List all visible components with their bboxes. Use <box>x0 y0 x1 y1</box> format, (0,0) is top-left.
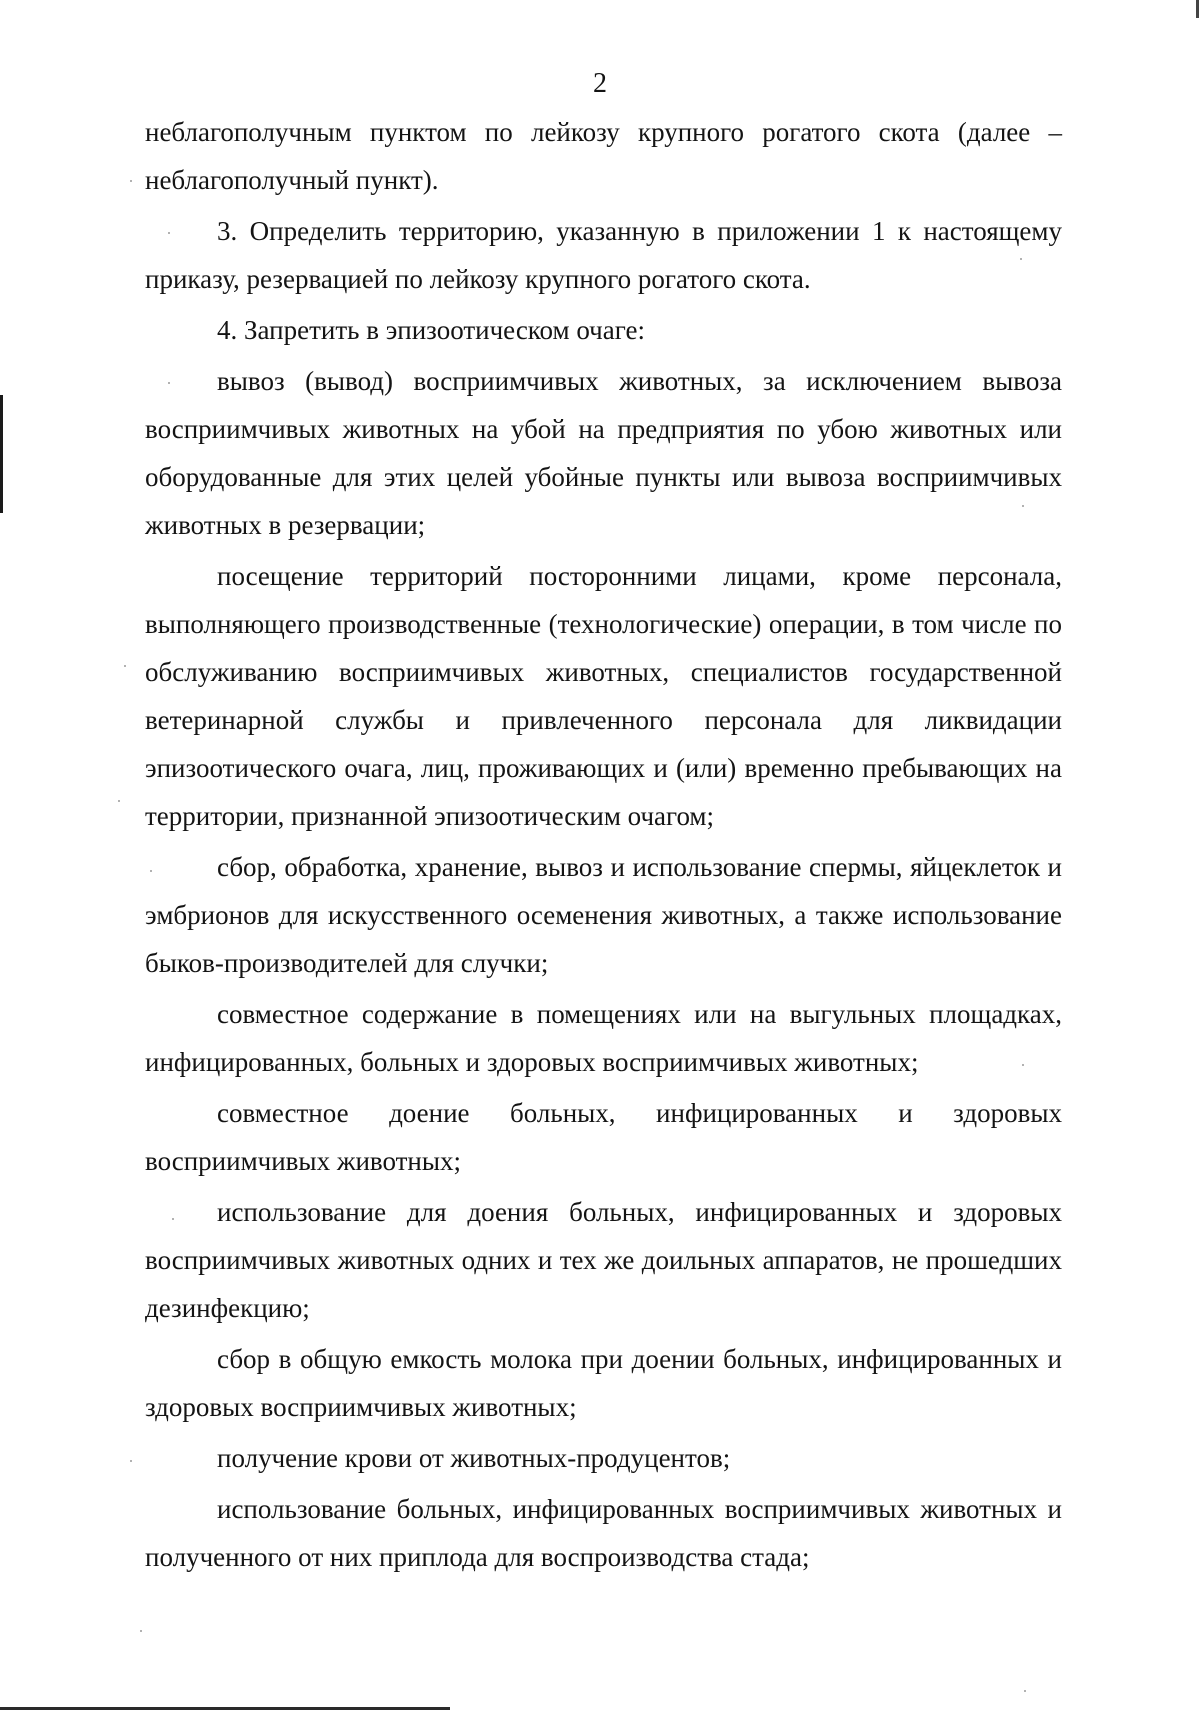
prohibition-reproduction: использование больных, инфицированных восприимчивых животных и полученного от них приплода для воспроизводства стада; <box>145 1494 1062 1572</box>
scan-speck <box>168 232 170 234</box>
prohibition-milk-collection: сбор в общую емкость молока при доении больных, инфицированных и здоровых восприимчивых животных; <box>145 1344 1062 1422</box>
scan-speck <box>118 800 120 802</box>
paragraph-continuation: неблагополучным пунктом по лейкозу крупного рогатого скота (далее – неблагополучный пункт). <box>145 117 1062 195</box>
scan-speck <box>130 180 132 182</box>
scan-edge-mark <box>0 395 3 513</box>
scan-speck <box>130 1460 132 1462</box>
prohibition-semen: сбор, обработка, хранение, вывоз и использование спермы, яйцеклеток и эмбрионов для искусственного осеменения животных, а также использование быков-производителей для случки; <box>145 852 1062 978</box>
prohibition-milking-machines: использование для доения больных, инфицированных и здоровых восприимчивых животных одних и тех же доильных аппаратов, не прошедших дезинфекцию; <box>145 1197 1062 1323</box>
paragraph-item-4: 4. Запретить в эпизоотическом очаге: <box>217 315 645 345</box>
scan-speck <box>168 382 170 384</box>
scan-speck <box>124 665 126 667</box>
document-body <box>145 108 1062 1581</box>
prohibition-visits: посещение территорий посторонними лицами, кроме персонала, выполняющего производственные (технологические) операции, в том числе по обслуживанию восприимчивых животных, специалистов государственной ветеринарной службы и привлеченного персонала для ликвидации эпизоотического очага, лиц, проживающих и (или) временно пребывающих на территории, признанной эпизоотическим очагом; <box>145 561 1062 831</box>
scan-speck <box>1020 258 1022 260</box>
prohibition-joint-milking: совместное доение больных, инфицированных и здоровых восприимчивых животных; <box>145 1098 1062 1176</box>
scan-speck <box>150 870 152 872</box>
prohibition-joint-keeping: совместное содержание в помещениях или на выгульных площадках, инфицированных, больных и здоровых восприимчивых животных; <box>145 999 1062 1077</box>
scan-speck <box>1024 1690 1026 1692</box>
page-number: 2 <box>593 68 607 99</box>
paragraph-item-3: 3. Определить территорию, указанную в приложении 1 к настоящему приказу, резервацией по лейкозу крупного рогатого скота. <box>145 216 1062 294</box>
prohibition-export: вывоз (вывод) восприимчивых животных, за исключением вывоза восприимчивых животных на убой на предприятия по убою животных или оборудованные для этих целей убойные пункты или вывоза восприимчивых животных в резервации; <box>145 366 1062 540</box>
scan-speck <box>140 1630 142 1632</box>
scan-speck <box>1022 505 1024 507</box>
scan-edge-mark <box>1196 0 1199 18</box>
scan-speck <box>1022 1064 1024 1066</box>
scan-edge-mark <box>0 1707 450 1710</box>
scan-speck <box>172 1218 174 1220</box>
prohibition-blood: получение крови от животных-продуцентов; <box>217 1443 731 1473</box>
